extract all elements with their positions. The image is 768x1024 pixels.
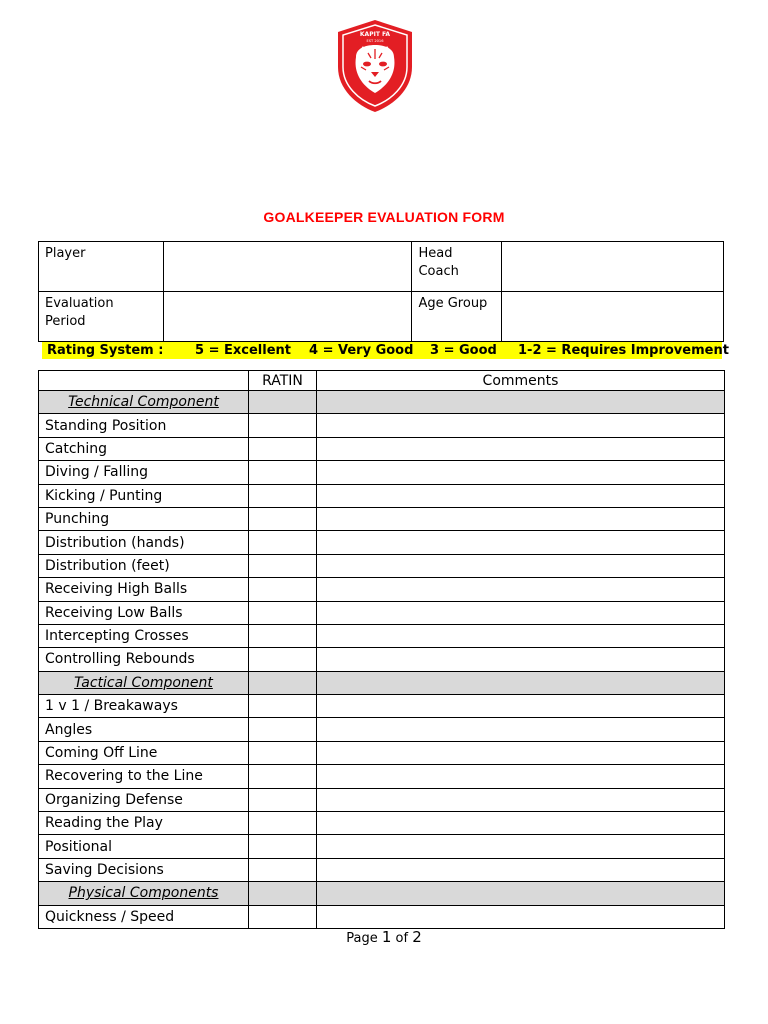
rating-cell[interactable]	[249, 741, 317, 764]
table-row	[39, 765, 725, 788]
table-header-row	[39, 371, 725, 391]
rating-cell[interactable]	[249, 624, 317, 647]
comments-cell[interactable]	[317, 437, 725, 460]
of-word: of	[395, 931, 409, 946]
comments-cell[interactable]	[317, 765, 725, 788]
rating-3: 3 = Good	[430, 343, 497, 358]
rating-cell[interactable]	[249, 531, 317, 554]
skill-label: Recovering to the Line	[39, 765, 249, 788]
form-title: GOALKEEPER EVALUATION FORM	[263, 209, 505, 225]
comments-cell[interactable]	[317, 414, 725, 437]
table-row	[39, 601, 725, 624]
skill-label: Organizing Defense	[39, 788, 249, 811]
club-logo	[336, 19, 414, 113]
comments-cell[interactable]	[317, 812, 725, 835]
table-row	[39, 858, 725, 881]
skill-label: Diving / Falling	[39, 461, 249, 484]
table-row	[39, 741, 725, 764]
skill-label: Controlling Rebounds	[39, 648, 249, 671]
rating-1-2: 1-2 = Requires Improvement	[518, 343, 729, 358]
player-info-table	[38, 241, 724, 342]
skill-label: Reading the Play	[39, 812, 249, 835]
skill-label: Coming Off Line	[39, 741, 249, 764]
table-row	[39, 624, 725, 647]
rating-cell[interactable]	[249, 484, 317, 507]
skill-label: Receiving High Balls	[39, 578, 249, 601]
svg-text:KAPIT FA: KAPIT FA	[359, 31, 391, 38]
rating-cell[interactable]	[249, 648, 317, 671]
rating-cell[interactable]	[249, 601, 317, 624]
comments-cell[interactable]	[317, 905, 725, 928]
skill-label: Standing Position	[39, 414, 249, 437]
table-row	[39, 695, 725, 718]
rating-cell[interactable]	[249, 905, 317, 928]
skill-label: Kicking / Punting	[39, 484, 249, 507]
comments-cell[interactable]	[317, 695, 725, 718]
table-row	[39, 554, 725, 577]
table-row	[39, 461, 725, 484]
skill-label: Positional	[39, 835, 249, 858]
comments-cell[interactable]	[317, 741, 725, 764]
section-blank-cell	[317, 882, 725, 905]
table-row	[39, 788, 725, 811]
table-row	[39, 578, 725, 601]
page-word: Page	[346, 931, 378, 946]
rating-cell[interactable]	[249, 835, 317, 858]
comments-cell[interactable]	[317, 835, 725, 858]
table-row	[39, 905, 725, 928]
table-row	[39, 812, 725, 835]
evaluation-period-field[interactable]	[163, 292, 412, 342]
table-row	[39, 484, 725, 507]
comments-cell[interactable]	[317, 718, 725, 741]
evaluation-period-label: Evaluation Period	[39, 292, 164, 342]
skill-label: Punching	[39, 507, 249, 530]
rating-cell[interactable]	[249, 718, 317, 741]
table-row	[39, 507, 725, 530]
head-coach-label: Head Coach	[412, 242, 502, 292]
page-footer	[0, 928, 768, 946]
table-row	[39, 531, 725, 554]
header-comments: Comments	[317, 371, 725, 391]
head-coach-field[interactable]	[502, 242, 724, 292]
table-row	[39, 648, 725, 671]
rating-system-label: Rating System :	[47, 343, 164, 358]
rating-5: 5 = Excellent	[195, 343, 291, 358]
age-group-label: Age Group	[412, 292, 502, 342]
rating-cell[interactable]	[249, 788, 317, 811]
header-blank	[39, 371, 249, 391]
rating-cell[interactable]	[249, 554, 317, 577]
skill-label: Receiving Low Balls	[39, 601, 249, 624]
skill-label: Distribution (hands)	[39, 531, 249, 554]
section-title: Technical Component	[39, 391, 249, 414]
comments-cell[interactable]	[317, 601, 725, 624]
skill-label: Distribution (feet)	[39, 554, 249, 577]
rating-cell[interactable]	[249, 461, 317, 484]
section-title: Tactical Component	[39, 671, 249, 694]
page-total: 2	[412, 928, 422, 946]
comments-cell[interactable]	[317, 461, 725, 484]
table-row	[39, 835, 725, 858]
table-row	[39, 718, 725, 741]
section-tactical	[39, 671, 725, 694]
section-title: Physical Components	[39, 882, 249, 905]
skill-label: Saving Decisions	[39, 858, 249, 881]
section-physical	[39, 882, 725, 905]
rating-cell[interactable]	[249, 507, 317, 530]
rating-cell[interactable]	[249, 695, 317, 718]
rating-cell[interactable]	[249, 858, 317, 881]
page-current: 1	[381, 928, 392, 946]
rating-cell[interactable]	[249, 437, 317, 460]
player-field[interactable]	[163, 242, 412, 292]
player-label: Player	[39, 242, 164, 292]
skill-label: 1 v 1 / Breakaways	[39, 695, 249, 718]
header-rating: RATIN	[249, 371, 317, 391]
skill-label: Intercepting Crosses	[39, 624, 249, 647]
svg-text:EST 2016: EST 2016	[366, 39, 384, 43]
section-blank-cell	[249, 882, 317, 905]
section-technical	[39, 391, 725, 414]
evaluation-table	[38, 370, 725, 929]
comments-cell[interactable]	[317, 531, 725, 554]
section-blank-cell	[249, 671, 317, 694]
skill-label: Quickness / Speed	[39, 905, 249, 928]
section-blank-cell	[249, 391, 317, 414]
rating-system-legend	[42, 342, 729, 359]
comments-cell[interactable]	[317, 648, 725, 671]
comments-cell[interactable]	[317, 507, 725, 530]
comments-cell[interactable]	[317, 858, 725, 881]
skill-label: Catching	[39, 437, 249, 460]
table-row	[39, 414, 725, 437]
rating-cell[interactable]	[249, 812, 317, 835]
rating-cell[interactable]	[249, 765, 317, 788]
comments-cell[interactable]	[317, 484, 725, 507]
section-blank-cell	[317, 671, 725, 694]
comments-cell[interactable]	[317, 554, 725, 577]
age-group-field[interactable]	[502, 292, 724, 342]
section-blank-cell	[317, 391, 725, 414]
comments-cell[interactable]	[317, 578, 725, 601]
skill-label: Angles	[39, 718, 249, 741]
rating-4: 4 = Very Good	[309, 343, 414, 358]
comments-cell[interactable]	[317, 788, 725, 811]
rating-cell[interactable]	[249, 414, 317, 437]
shield-icon	[336, 19, 414, 113]
table-row	[39, 437, 725, 460]
comments-cell[interactable]	[317, 624, 725, 647]
rating-cell[interactable]	[249, 578, 317, 601]
